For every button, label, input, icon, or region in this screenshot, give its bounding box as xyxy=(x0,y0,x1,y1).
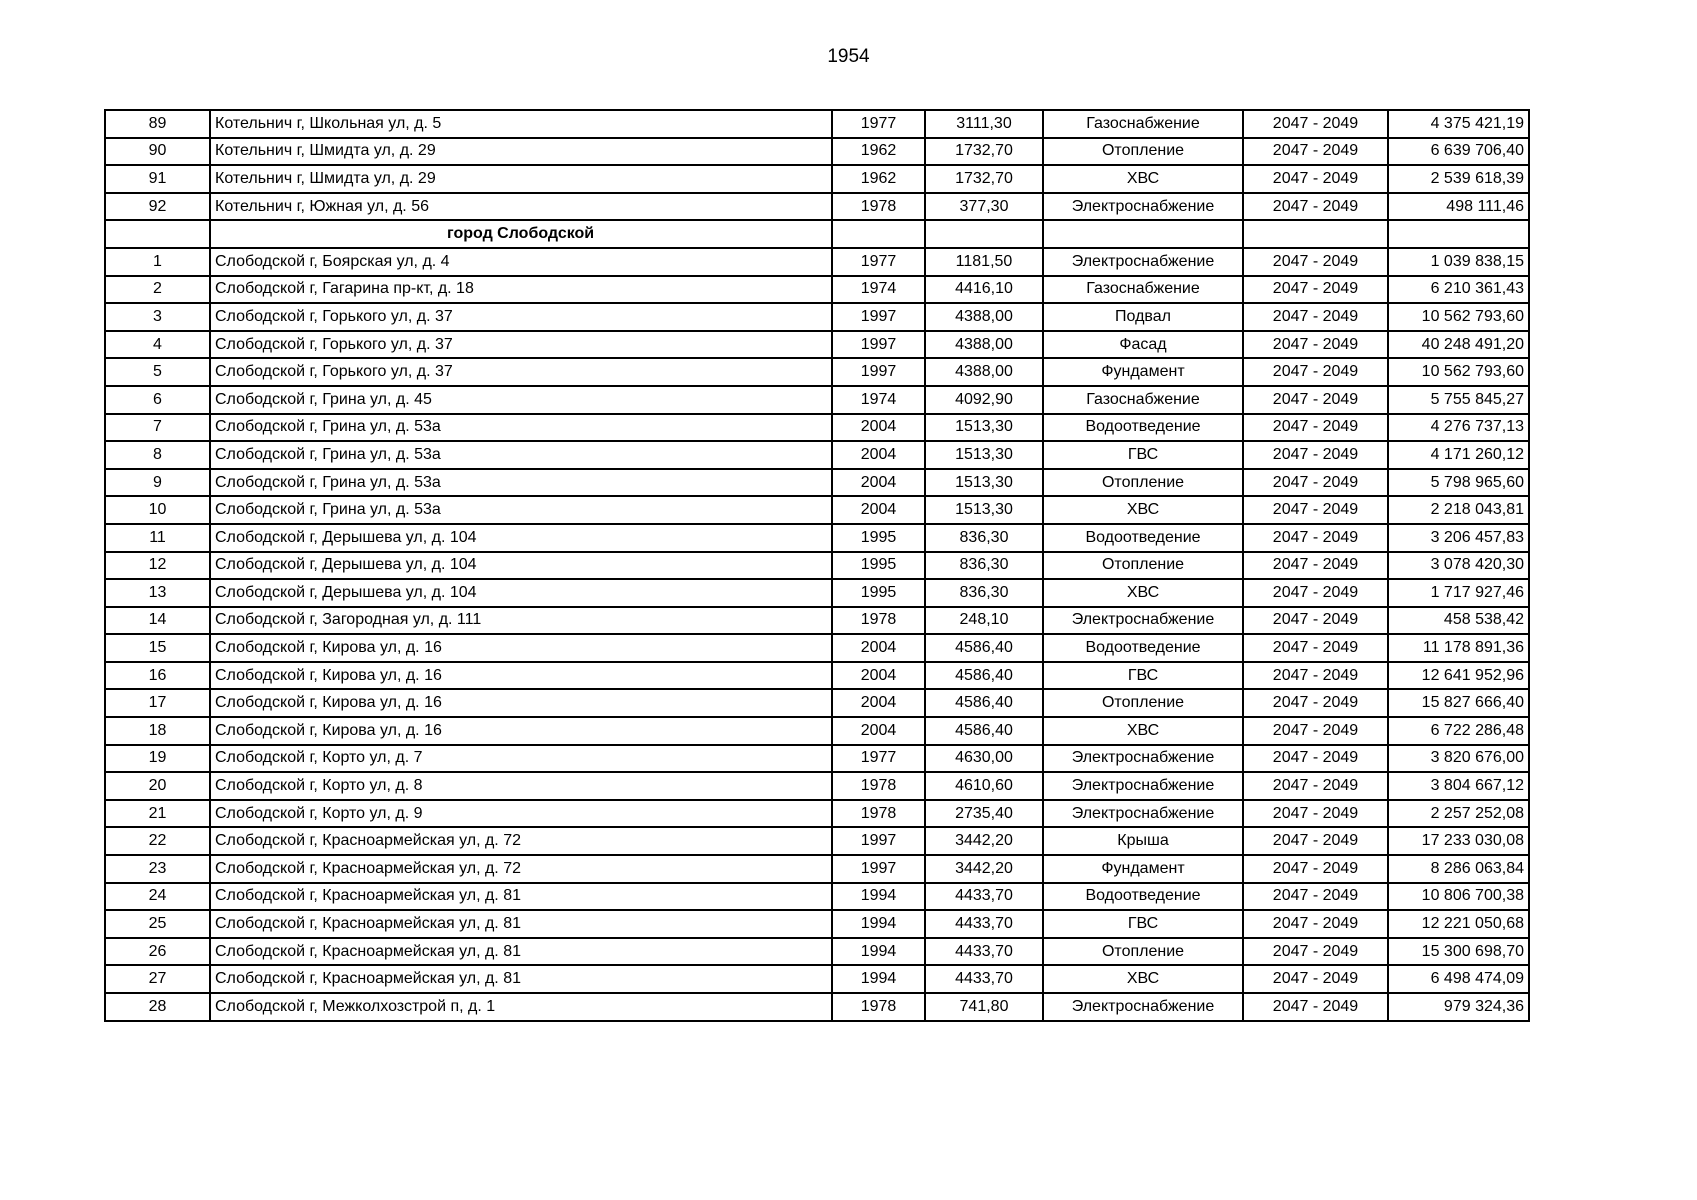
table-body xyxy=(105,110,1529,1021)
year-built-cell: 1997 xyxy=(832,358,925,386)
year-built-cell: 1994 xyxy=(832,883,925,911)
period-cell: 2047 - 2049 xyxy=(1243,689,1388,717)
area-cell: 836,30 xyxy=(925,552,1043,580)
area-cell: 3111,30 xyxy=(925,110,1043,138)
area-cell: 3442,20 xyxy=(925,827,1043,855)
empty-cell xyxy=(1243,220,1388,248)
year-built-cell: 1994 xyxy=(832,938,925,966)
period-cell: 2047 - 2049 xyxy=(1243,331,1388,359)
year-built-cell: 1978 xyxy=(832,772,925,800)
year-built-cell: 2004 xyxy=(832,441,925,469)
cost-cell: 10 562 793,60 xyxy=(1388,303,1529,331)
cost-cell: 17 233 030,08 xyxy=(1388,827,1529,855)
area-cell: 4416,10 xyxy=(925,276,1043,304)
address-cell: Слободской г, Красноармейская ул, д. 81 xyxy=(210,938,832,966)
cost-cell: 458 538,42 xyxy=(1388,607,1529,635)
row-number: 27 xyxy=(105,965,210,993)
cost-cell: 15 827 666,40 xyxy=(1388,689,1529,717)
period-cell: 2047 - 2049 xyxy=(1243,386,1388,414)
period-cell: 2047 - 2049 xyxy=(1243,717,1388,745)
address-cell: Слободской г, Дерышева ул, д. 104 xyxy=(210,552,832,580)
address-cell: Слободской г, Красноармейская ул, д. 72 xyxy=(210,827,832,855)
year-built-cell: 1997 xyxy=(832,855,925,883)
cost-cell: 11 178 891,36 xyxy=(1388,634,1529,662)
cost-cell: 12 641 952,96 xyxy=(1388,662,1529,690)
row-number: 23 xyxy=(105,855,210,883)
area-cell: 2735,40 xyxy=(925,800,1043,828)
address-cell: Слободской г, Гагарина пр-кт, д. 18 xyxy=(210,276,832,304)
area-cell: 4388,00 xyxy=(925,331,1043,359)
row-number: 21 xyxy=(105,800,210,828)
work-type-cell: Водоотведение xyxy=(1043,414,1243,442)
year-built-cell: 2004 xyxy=(832,662,925,690)
area-cell: 377,30 xyxy=(925,193,1043,221)
row-number: 4 xyxy=(105,331,210,359)
work-type-cell: Газоснабжение xyxy=(1043,276,1243,304)
year-built-cell: 1974 xyxy=(832,386,925,414)
empty-cell xyxy=(925,220,1043,248)
work-type-cell: Электроснабжение xyxy=(1043,248,1243,276)
work-type-cell: Крыша xyxy=(1043,827,1243,855)
cost-cell: 8 286 063,84 xyxy=(1388,855,1529,883)
address-cell: Котельнич г, Школьная ул, д. 5 xyxy=(210,110,832,138)
table-row xyxy=(105,965,1529,993)
table-row xyxy=(105,193,1529,221)
row-number: 26 xyxy=(105,938,210,966)
area-cell: 1513,30 xyxy=(925,496,1043,524)
work-type-cell: ХВС xyxy=(1043,717,1243,745)
table-row xyxy=(105,579,1529,607)
cost-cell: 2 539 618,39 xyxy=(1388,165,1529,193)
work-type-cell: ХВС xyxy=(1043,165,1243,193)
cost-cell: 40 248 491,20 xyxy=(1388,331,1529,359)
cost-cell: 1 717 927,46 xyxy=(1388,579,1529,607)
empty-cell xyxy=(105,220,210,248)
year-built-cell: 1994 xyxy=(832,910,925,938)
table-row xyxy=(105,827,1529,855)
cost-cell: 12 221 050,68 xyxy=(1388,910,1529,938)
address-cell: Слободской г, Грина ул, д. 45 xyxy=(210,386,832,414)
work-type-cell: Газоснабжение xyxy=(1043,110,1243,138)
area-cell: 4586,40 xyxy=(925,689,1043,717)
table-row xyxy=(105,552,1529,580)
address-cell: Слободской г, Корто ул, д. 9 xyxy=(210,800,832,828)
cost-cell: 3 078 420,30 xyxy=(1388,552,1529,580)
work-type-cell: ГВС xyxy=(1043,441,1243,469)
cost-cell: 10 562 793,60 xyxy=(1388,358,1529,386)
period-cell: 2047 - 2049 xyxy=(1243,165,1388,193)
period-cell: 2047 - 2049 xyxy=(1243,579,1388,607)
work-type-cell: ГВС xyxy=(1043,910,1243,938)
area-cell: 836,30 xyxy=(925,524,1043,552)
area-cell: 1513,30 xyxy=(925,414,1043,442)
row-number: 90 xyxy=(105,138,210,166)
table-row xyxy=(105,138,1529,166)
address-cell: Слободской г, Грина ул, д. 53а xyxy=(210,414,832,442)
period-cell: 2047 - 2049 xyxy=(1243,634,1388,662)
year-built-cell: 1977 xyxy=(832,248,925,276)
address-cell: Слободской г, Красноармейская ул, д. 81 xyxy=(210,965,832,993)
cost-cell: 10 806 700,38 xyxy=(1388,883,1529,911)
work-type-cell: Водоотведение xyxy=(1043,883,1243,911)
table-row xyxy=(105,745,1529,773)
period-cell: 2047 - 2049 xyxy=(1243,414,1388,442)
area-cell: 4586,40 xyxy=(925,717,1043,745)
area-cell: 4433,70 xyxy=(925,883,1043,911)
year-built-cell: 1978 xyxy=(832,193,925,221)
address-cell: Слободской г, Корто ул, д. 7 xyxy=(210,745,832,773)
address-cell: Слободской г, Кирова ул, д. 16 xyxy=(210,689,832,717)
period-cell: 2047 - 2049 xyxy=(1243,358,1388,386)
work-type-cell: Электроснабжение xyxy=(1043,193,1243,221)
area-cell: 1181,50 xyxy=(925,248,1043,276)
row-number: 7 xyxy=(105,414,210,442)
work-type-cell: ХВС xyxy=(1043,965,1243,993)
period-cell: 2047 - 2049 xyxy=(1243,469,1388,497)
period-cell: 2047 - 2049 xyxy=(1243,496,1388,524)
address-cell: Слободской г, Загородная ул, д. 111 xyxy=(210,607,832,635)
work-type-cell: Электроснабжение xyxy=(1043,772,1243,800)
cost-cell: 3 206 457,83 xyxy=(1388,524,1529,552)
address-cell: Котельнич г, Шмидта ул, д. 29 xyxy=(210,138,832,166)
cost-cell: 4 276 737,13 xyxy=(1388,414,1529,442)
table-row xyxy=(105,717,1529,745)
work-type-cell: Отопление xyxy=(1043,138,1243,166)
area-cell: 836,30 xyxy=(925,579,1043,607)
address-cell: Слободской г, Кирова ул, д. 16 xyxy=(210,634,832,662)
period-cell: 2047 - 2049 xyxy=(1243,745,1388,773)
table-row xyxy=(105,303,1529,331)
area-cell: 1732,70 xyxy=(925,165,1043,193)
table-row xyxy=(105,165,1529,193)
cost-cell: 498 111,46 xyxy=(1388,193,1529,221)
year-built-cell: 1974 xyxy=(832,276,925,304)
cost-cell: 4 171 260,12 xyxy=(1388,441,1529,469)
cost-cell: 6 498 474,09 xyxy=(1388,965,1529,993)
work-type-cell: ХВС xyxy=(1043,579,1243,607)
address-cell: Котельнич г, Шмидта ул, д. 29 xyxy=(210,165,832,193)
table-row xyxy=(105,386,1529,414)
row-number: 19 xyxy=(105,745,210,773)
year-built-cell: 2004 xyxy=(832,496,925,524)
work-type-cell: Электроснабжение xyxy=(1043,607,1243,635)
period-cell: 2047 - 2049 xyxy=(1243,827,1388,855)
repair-schedule-table xyxy=(104,109,1530,1022)
area-cell: 1513,30 xyxy=(925,469,1043,497)
row-number: 10 xyxy=(105,496,210,524)
year-built-cell: 1978 xyxy=(832,993,925,1021)
cost-cell: 3 804 667,12 xyxy=(1388,772,1529,800)
table-row xyxy=(105,883,1529,911)
area-cell: 4433,70 xyxy=(925,965,1043,993)
year-built-cell: 1994 xyxy=(832,965,925,993)
year-built-cell: 1978 xyxy=(832,800,925,828)
row-number: 15 xyxy=(105,634,210,662)
period-cell: 2047 - 2049 xyxy=(1243,883,1388,911)
work-type-cell: Отопление xyxy=(1043,469,1243,497)
cost-cell: 6 639 706,40 xyxy=(1388,138,1529,166)
year-built-cell: 1962 xyxy=(832,165,925,193)
table-row xyxy=(105,800,1529,828)
row-number: 16 xyxy=(105,662,210,690)
year-built-cell: 2004 xyxy=(832,414,925,442)
address-cell: Котельнич г, Южная ул, д. 56 xyxy=(210,193,832,221)
year-built-cell: 1977 xyxy=(832,745,925,773)
row-number: 3 xyxy=(105,303,210,331)
work-type-cell: Отопление xyxy=(1043,552,1243,580)
work-type-cell: ХВС xyxy=(1043,496,1243,524)
work-type-cell: Электроснабжение xyxy=(1043,745,1243,773)
year-built-cell: 2004 xyxy=(832,717,925,745)
cost-cell: 5 755 845,27 xyxy=(1388,386,1529,414)
period-cell: 2047 - 2049 xyxy=(1243,772,1388,800)
row-number: 18 xyxy=(105,717,210,745)
work-type-cell: Отопление xyxy=(1043,938,1243,966)
period-cell: 2047 - 2049 xyxy=(1243,910,1388,938)
year-built-cell: 1995 xyxy=(832,579,925,607)
row-number: 2 xyxy=(105,276,210,304)
table-row xyxy=(105,441,1529,469)
work-type-cell: Водоотведение xyxy=(1043,634,1243,662)
table-row xyxy=(105,331,1529,359)
address-cell: Слободской г, Корто ул, д. 8 xyxy=(210,772,832,800)
table-row xyxy=(105,634,1529,662)
year-built-cell: 1997 xyxy=(832,303,925,331)
area-cell: 4092,90 xyxy=(925,386,1043,414)
period-cell: 2047 - 2049 xyxy=(1243,965,1388,993)
period-cell: 2047 - 2049 xyxy=(1243,524,1388,552)
page-number: 1954 xyxy=(827,46,870,67)
row-number: 8 xyxy=(105,441,210,469)
cost-cell: 5 798 965,60 xyxy=(1388,469,1529,497)
year-built-cell: 2004 xyxy=(832,469,925,497)
row-number: 17 xyxy=(105,689,210,717)
work-type-cell: Фундамент xyxy=(1043,855,1243,883)
area-cell: 4610,60 xyxy=(925,772,1043,800)
year-built-cell: 1995 xyxy=(832,524,925,552)
section-header-row xyxy=(105,220,1529,248)
table-row xyxy=(105,358,1529,386)
table-row xyxy=(105,607,1529,635)
table-row xyxy=(105,938,1529,966)
year-built-cell: 1978 xyxy=(832,607,925,635)
area-cell: 3442,20 xyxy=(925,855,1043,883)
address-cell: Слободской г, Горького ул, д. 37 xyxy=(210,303,832,331)
area-cell: 248,10 xyxy=(925,607,1043,635)
cost-cell: 979 324,36 xyxy=(1388,993,1529,1021)
area-cell: 4630,00 xyxy=(925,745,1043,773)
row-number: 91 xyxy=(105,165,210,193)
year-built-cell: 1995 xyxy=(832,552,925,580)
period-cell: 2047 - 2049 xyxy=(1243,276,1388,304)
table-row xyxy=(105,772,1529,800)
address-cell: Слободской г, Межколхозстрой п, д. 1 xyxy=(210,993,832,1021)
address-cell: Слободской г, Дерышева ул, д. 104 xyxy=(210,579,832,607)
cost-cell: 6 210 361,43 xyxy=(1388,276,1529,304)
cost-cell: 1 039 838,15 xyxy=(1388,248,1529,276)
work-type-cell: Водоотведение xyxy=(1043,524,1243,552)
work-type-cell: Фасад xyxy=(1043,331,1243,359)
year-built-cell: 1997 xyxy=(832,827,925,855)
row-number: 12 xyxy=(105,552,210,580)
area-cell: 1732,70 xyxy=(925,138,1043,166)
table-row xyxy=(105,855,1529,883)
cost-cell: 4 375 421,19 xyxy=(1388,110,1529,138)
cost-cell: 6 722 286,48 xyxy=(1388,717,1529,745)
address-cell: Слободской г, Грина ул, д. 53а xyxy=(210,496,832,524)
period-cell: 2047 - 2049 xyxy=(1243,193,1388,221)
address-cell: Слободской г, Грина ул, д. 53а xyxy=(210,469,832,497)
period-cell: 2047 - 2049 xyxy=(1243,441,1388,469)
address-cell: Слободской г, Кирова ул, д. 16 xyxy=(210,662,832,690)
row-number: 28 xyxy=(105,993,210,1021)
address-cell: Слободской г, Кирова ул, д. 16 xyxy=(210,717,832,745)
row-number: 1 xyxy=(105,248,210,276)
work-type-cell: Фундамент xyxy=(1043,358,1243,386)
address-cell: Слободской г, Дерышева ул, д. 104 xyxy=(210,524,832,552)
year-built-cell: 1977 xyxy=(832,110,925,138)
address-cell: Слободской г, Красноармейская ул, д. 81 xyxy=(210,883,832,911)
row-number: 5 xyxy=(105,358,210,386)
cost-cell: 2 257 252,08 xyxy=(1388,800,1529,828)
period-cell: 2047 - 2049 xyxy=(1243,993,1388,1021)
area-cell: 741,80 xyxy=(925,993,1043,1021)
period-cell: 2047 - 2049 xyxy=(1243,138,1388,166)
area-cell: 1513,30 xyxy=(925,441,1043,469)
period-cell: 2047 - 2049 xyxy=(1243,662,1388,690)
row-number: 11 xyxy=(105,524,210,552)
work-type-cell: Подвал xyxy=(1043,303,1243,331)
period-cell: 2047 - 2049 xyxy=(1243,800,1388,828)
area-cell: 4586,40 xyxy=(925,634,1043,662)
row-number: 89 xyxy=(105,110,210,138)
table-row xyxy=(105,110,1529,138)
table-row xyxy=(105,993,1529,1021)
address-cell: Слободской г, Грина ул, д. 53а xyxy=(210,441,832,469)
empty-cell xyxy=(832,220,925,248)
row-number: 6 xyxy=(105,386,210,414)
row-number: 22 xyxy=(105,827,210,855)
year-built-cell: 1962 xyxy=(832,138,925,166)
table-row xyxy=(105,469,1529,497)
period-cell: 2047 - 2049 xyxy=(1243,248,1388,276)
row-number: 92 xyxy=(105,193,210,221)
empty-cell xyxy=(1388,220,1529,248)
year-built-cell: 2004 xyxy=(832,689,925,717)
year-built-cell: 2004 xyxy=(832,634,925,662)
section-title: город Слободской xyxy=(210,220,832,248)
table-row xyxy=(105,248,1529,276)
area-cell: 4388,00 xyxy=(925,303,1043,331)
work-type-cell: Газоснабжение xyxy=(1043,386,1243,414)
year-built-cell: 1997 xyxy=(832,331,925,359)
period-cell: 2047 - 2049 xyxy=(1243,938,1388,966)
table-row xyxy=(105,276,1529,304)
area-cell: 4586,40 xyxy=(925,662,1043,690)
row-number: 14 xyxy=(105,607,210,635)
row-number: 13 xyxy=(105,579,210,607)
period-cell: 2047 - 2049 xyxy=(1243,607,1388,635)
table-row xyxy=(105,414,1529,442)
work-type-cell: Электроснабжение xyxy=(1043,993,1243,1021)
area-cell: 4433,70 xyxy=(925,910,1043,938)
address-cell: Слободской г, Красноармейская ул, д. 81 xyxy=(210,910,832,938)
work-type-cell: Отопление xyxy=(1043,689,1243,717)
area-cell: 4433,70 xyxy=(925,938,1043,966)
address-cell: Слободской г, Красноармейская ул, д. 72 xyxy=(210,855,832,883)
period-cell: 2047 - 2049 xyxy=(1243,855,1388,883)
row-number: 20 xyxy=(105,772,210,800)
period-cell: 2047 - 2049 xyxy=(1243,552,1388,580)
period-cell: 2047 - 2049 xyxy=(1243,303,1388,331)
work-type-cell: ГВС xyxy=(1043,662,1243,690)
row-number: 9 xyxy=(105,469,210,497)
empty-cell xyxy=(1043,220,1243,248)
table-row xyxy=(105,524,1529,552)
period-cell: 2047 - 2049 xyxy=(1243,110,1388,138)
address-cell: Слободской г, Горького ул, д. 37 xyxy=(210,358,832,386)
cost-cell: 15 300 698,70 xyxy=(1388,938,1529,966)
area-cell: 4388,00 xyxy=(925,358,1043,386)
address-cell: Слободской г, Горького ул, д. 37 xyxy=(210,331,832,359)
row-number: 24 xyxy=(105,883,210,911)
cost-cell: 3 820 676,00 xyxy=(1388,745,1529,773)
table-row xyxy=(105,496,1529,524)
table-row xyxy=(105,910,1529,938)
row-number: 25 xyxy=(105,910,210,938)
cost-cell: 2 218 043,81 xyxy=(1388,496,1529,524)
table-row xyxy=(105,662,1529,690)
address-cell: Слободской г, Боярская ул, д. 4 xyxy=(210,248,832,276)
table-row xyxy=(105,689,1529,717)
work-type-cell: Электроснабжение xyxy=(1043,800,1243,828)
